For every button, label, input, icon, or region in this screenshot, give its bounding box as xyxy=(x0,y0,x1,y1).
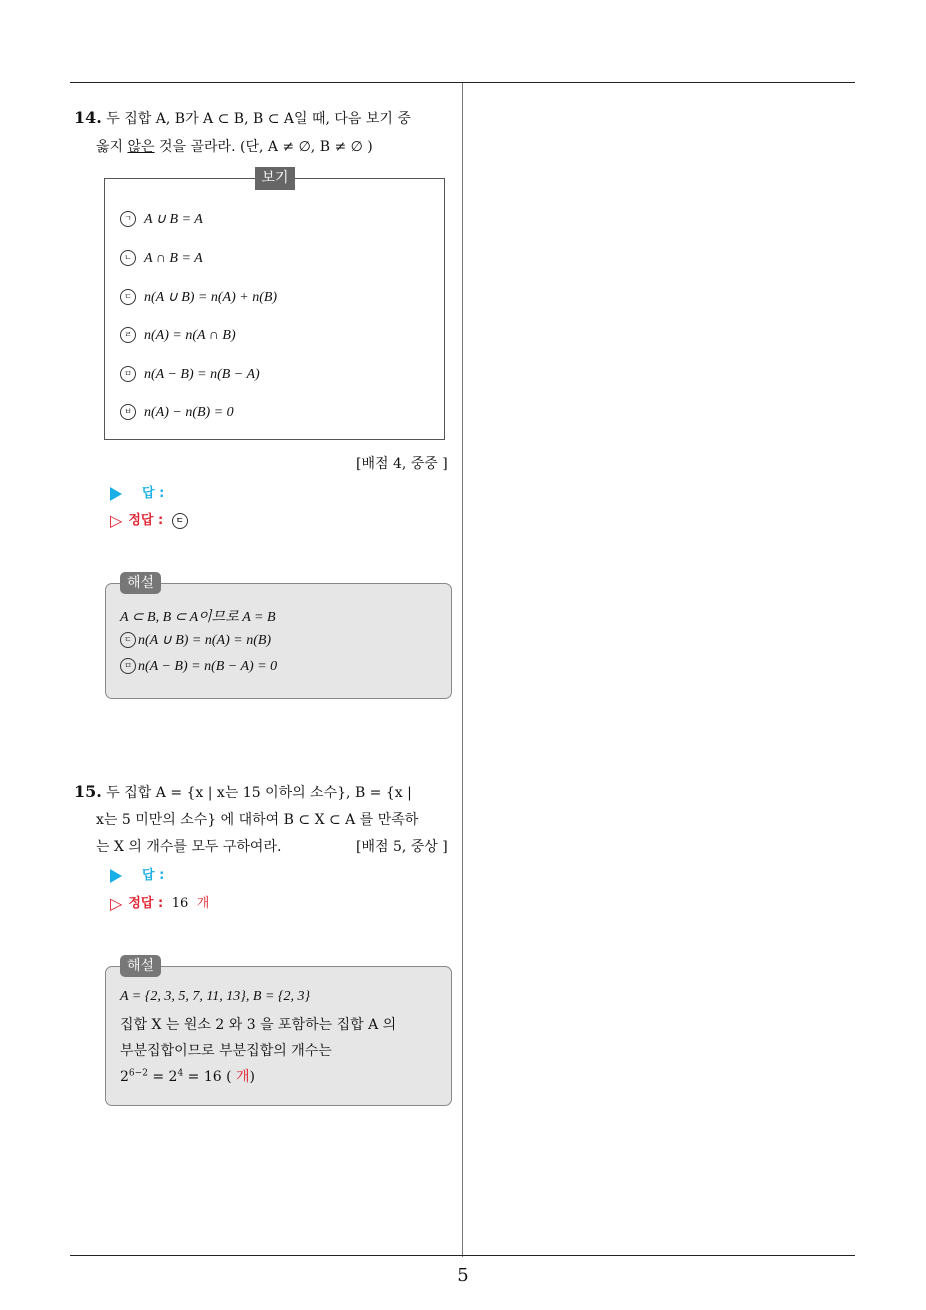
q14-stem-2a: 옳지 xyxy=(96,139,128,155)
q15-line2: x는 5 미만의 소수} 에 대하여 B ⊂ X ⊂ A 를 만족하 xyxy=(96,812,419,828)
q15-correct-line xyxy=(110,892,209,913)
q14-number: 14. xyxy=(74,108,102,127)
q15-solution-line2: 집합 X 는 원소 2 와 3 을 포함하는 집합 A 의 xyxy=(120,1017,397,1033)
q14-line2 xyxy=(96,136,373,156)
choice-text: A ∪ B = A xyxy=(144,212,203,227)
solution-base: 2 xyxy=(120,1069,129,1085)
q15-solution-line1 xyxy=(120,988,310,1005)
solution-marker: ㄷ xyxy=(120,632,136,648)
q14-solution-line2 xyxy=(120,632,271,649)
choice-2 xyxy=(120,250,203,267)
play-icon xyxy=(110,487,122,501)
solution-marker: ㅁ xyxy=(120,658,136,674)
solution-result: = 16 ( xyxy=(183,1069,237,1085)
q15-solution-line4 xyxy=(120,1066,255,1086)
triangle-outline-icon: ▷ xyxy=(110,894,123,913)
choice-marker: ㄴ xyxy=(120,250,136,266)
choice-marker: ㄹ xyxy=(120,327,136,343)
choice-marker: ㄱ xyxy=(120,211,136,227)
q15-correct-label: 정답 : xyxy=(128,896,164,911)
solution-mid: = 2 xyxy=(147,1069,178,1085)
q15-line3: 는 X 의 개수를 모두 구하여라. xyxy=(96,839,282,855)
choice-4 xyxy=(120,327,236,344)
solution-exponent: 4 xyxy=(177,1068,184,1079)
q14-line1 xyxy=(74,108,411,128)
choice-1 xyxy=(120,211,203,228)
play-icon xyxy=(110,869,122,883)
column-divider xyxy=(462,83,463,1257)
triangle-outline-icon: ▷ xyxy=(110,511,123,530)
bogi-label: 보기 xyxy=(255,167,295,190)
q15-score: [배점 5, 중상 ] xyxy=(356,839,448,855)
solution-unit: 개 xyxy=(236,1069,250,1085)
q14-answer-label: 답 : xyxy=(142,486,165,501)
q14-stem-2b: 것을 골라라. (단, A ≠ ∅, B ≠ ∅ ) xyxy=(154,139,373,155)
q15-line1 xyxy=(74,782,412,802)
choice-6 xyxy=(120,404,234,421)
q14-correct-label: 정답 : xyxy=(128,513,164,528)
solution-text: A ⊂ B, B ⊂ A이므로 A = B xyxy=(120,610,276,625)
bottom-rule xyxy=(70,1255,855,1256)
q14-stem-underlined: 않은 xyxy=(127,139,155,155)
solution-close: ) xyxy=(249,1069,256,1085)
solution-text: n(A ∪ B) = n(A) = n(B) xyxy=(138,633,272,648)
choice-marker: ㄷ xyxy=(120,289,136,305)
choice-3 xyxy=(120,289,277,306)
q15-answer-line xyxy=(110,864,164,883)
q15-number: 15. xyxy=(74,782,102,801)
q14-solution-line3 xyxy=(120,658,277,675)
q14-correct-marker: ㄷ xyxy=(172,513,188,529)
page-number: 5 xyxy=(457,1265,469,1286)
choice-text: n(A) − n(B) = 0 xyxy=(144,405,234,420)
choice-marker: ㅁ xyxy=(120,366,136,382)
q14-correct-line xyxy=(110,509,196,530)
choice-5 xyxy=(120,366,260,383)
choice-text: n(A) = n(A ∩ B) xyxy=(144,328,236,343)
choice-marker: ㅂ xyxy=(120,404,136,420)
q14-solution-label: 해설 xyxy=(120,572,161,594)
choice-text: n(A − B) = n(B − A) xyxy=(144,367,260,382)
q15-solution-label: 해설 xyxy=(120,955,161,977)
q14-answer-line xyxy=(110,482,164,501)
solution-exponent: 6−2 xyxy=(128,1068,148,1079)
q15-correct-unit: 개 xyxy=(196,896,210,911)
q14-score: [배점 4, 중중 ] xyxy=(356,456,448,472)
q15-stem-1: 두 집합 A = {x | x는 15 이하의 소수}, B = {x | xyxy=(106,785,412,801)
solution-text: A = {2, 3, 5, 7, 11, 13}, B = {2, 3} xyxy=(120,989,311,1004)
choice-text: A ∩ B = A xyxy=(144,251,203,266)
q15-correct-value: 16 xyxy=(171,896,189,911)
q14-solution-line1 xyxy=(120,606,276,626)
solution-text: n(A − B) = n(B − A) = 0 xyxy=(138,659,278,674)
q14-stem-1: 두 집합 A, B가 A ⊂ B, B ⊂ A일 때, 다음 보기 중 xyxy=(106,111,411,127)
choice-text: n(A ∪ B) = n(A) + n(B) xyxy=(144,290,278,305)
q15-solution-line3: 부분집합이므로 부분집합의 개수는 xyxy=(120,1043,332,1059)
q15-answer-label: 답 : xyxy=(142,868,165,883)
